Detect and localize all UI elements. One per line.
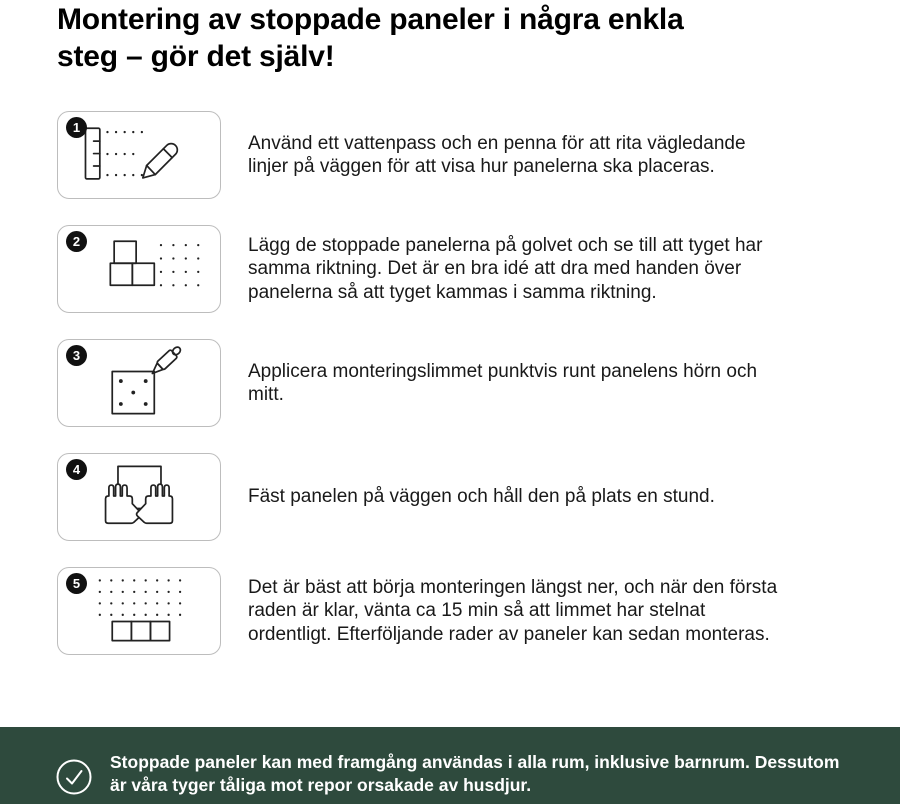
step-row-4 bbox=[57, 453, 900, 541]
step-1-text-content: Använd ett vattenpass och en penna för att rita vägledande linjer på väggen för att visa hur panelerna ska placeras. bbox=[248, 132, 746, 177]
footer-note-banner bbox=[0, 727, 900, 804]
step-2-text bbox=[248, 225, 788, 313]
step-3-card bbox=[57, 339, 221, 427]
step-4-card bbox=[57, 453, 221, 541]
step-4-text-content: Fäst panelen på väggen och håll den på plats en stund. bbox=[248, 486, 715, 508]
step-row-3 bbox=[57, 339, 900, 427]
step-2-card bbox=[57, 225, 221, 313]
step-5-card bbox=[57, 567, 221, 655]
footer-note-text: Stoppade paneler kan med framgång användas i alla rum, inklusive barnrum. Dessutom är våra tyger tåliga mot repor orsakade av husdjur. bbox=[110, 752, 840, 795]
step-number-badge: 4 bbox=[66, 459, 87, 480]
step-5-text-content: Det är bäst att börja monteringen längst ner, och när den första raden är klar, vänta ca 15 min så att limmet har stelnat ordentligt. Efterföljande rader av paneler kan sedan monteras. bbox=[248, 576, 778, 645]
check-circle-icon bbox=[55, 758, 93, 796]
step-5-text bbox=[248, 567, 788, 655]
step-row-5 bbox=[57, 567, 900, 655]
step-3-text-content: Applicera monteringslimmet punktvis runt panelens hörn och mitt. bbox=[248, 360, 758, 405]
step-1-text bbox=[248, 111, 788, 199]
step-3-text bbox=[248, 339, 788, 427]
step-4-text bbox=[248, 453, 788, 541]
step-number-badge: 3 bbox=[66, 345, 87, 366]
steps-list bbox=[57, 111, 900, 655]
step-number-badge: 1 bbox=[66, 117, 87, 138]
step-row-2 bbox=[57, 225, 900, 313]
step-row-1 bbox=[57, 111, 900, 199]
step-2-text-content: Lägg de stoppade panelerna på golvet och se till att tyget har samma riktning. Det är en bra idé att dra med handen över panelerna så att tyget kammas i samma riktning. bbox=[248, 234, 763, 303]
step-1-card bbox=[57, 111, 221, 199]
step-number-badge: 5 bbox=[66, 573, 87, 594]
page-title: Montering av stoppade paneler i några enkla steg – gör det själv! bbox=[57, 3, 684, 73]
step-number-badge: 2 bbox=[66, 231, 87, 252]
